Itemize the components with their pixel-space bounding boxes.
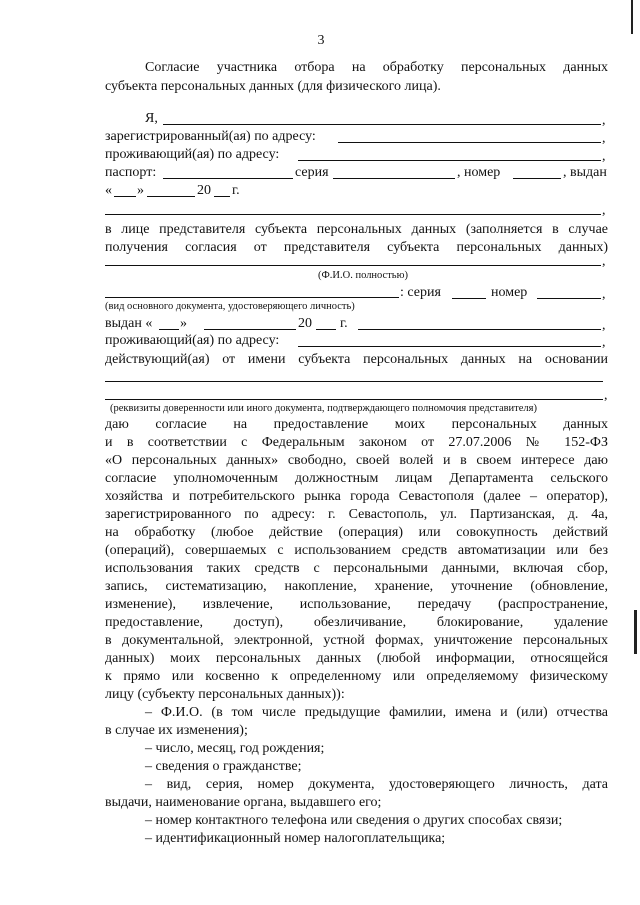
representative-line-2: получения согласия от представителя субъекта персональных данных)	[105, 240, 608, 255]
title-line-1: Согласие участника отбора на обработку персональных данных	[145, 60, 608, 75]
rep-year-suffix: г.	[340, 316, 348, 331]
acting-line: действующий(ая) от имени субъекта персональных данных на основании	[105, 352, 608, 367]
passport-label: паспорт:	[105, 165, 157, 180]
rep-issuer-field[interactable]	[358, 329, 601, 330]
rep-series-field[interactable]	[452, 298, 486, 299]
consent-line: изменение), извлечение, использование, передачу (распространение,	[105, 597, 608, 612]
list-item-document: – вид, серия, номер документа, удостоверяющего личность, дата	[145, 777, 608, 792]
rep-number-field[interactable]	[537, 298, 601, 299]
representative-name-field[interactable]	[105, 265, 601, 266]
consent-line: запись, систематизацию, накопление, хранение, уточнение (обновление,	[105, 579, 608, 594]
list-item-citizenship: – сведения о гражданстве;	[145, 759, 302, 774]
rep-date-close: »	[180, 316, 187, 331]
month-field[interactable]	[147, 196, 195, 197]
consent-line: к прямо или косвенно к определенному или определяемому физическому	[105, 669, 608, 684]
list-item-inn: – идентификационный номер налогоплательщика;	[145, 831, 446, 846]
title-line-2: субъекта персональных данных (для физического лица).	[105, 79, 441, 94]
consent-line: согласие уполномоченным должностным лицам Департамента сельского	[105, 471, 608, 486]
comma: ,	[602, 131, 606, 146]
consent-line: хозяйства и потребительского рынка города Севастополя (далее – оператор),	[105, 489, 608, 504]
series-label: серия	[295, 165, 329, 180]
proxy-caption: (реквизиты доверенности или иного документа, подтверждающего полномочия представителя)	[110, 403, 537, 414]
rep-year-prefix: 20	[298, 316, 312, 331]
living-address-field[interactable]	[298, 160, 601, 161]
comma: ,	[602, 149, 606, 164]
date-open: «	[105, 183, 112, 198]
i-label: Я,	[145, 111, 158, 126]
consent-line: использования таких средств с персональными данными, включая сбор,	[105, 561, 608, 576]
comma: ,	[604, 388, 608, 403]
consent-line: в документальной, электронной, устной формах, уничтожение персональных	[105, 633, 608, 648]
rep-living-label: проживающий(ая) по адресу:	[105, 333, 280, 348]
comma: ,	[602, 335, 606, 350]
full-name-field[interactable]	[163, 124, 601, 125]
registered-address-field[interactable]	[338, 142, 601, 143]
scan-edge-mark	[631, 0, 633, 34]
number-field[interactable]	[513, 178, 561, 179]
rep-issued-label: выдан «	[105, 316, 153, 331]
day-field[interactable]	[114, 196, 136, 197]
comma: ,	[602, 287, 606, 302]
consent-line: (операций), совершаемых с использованием средств автоматизации или без	[105, 543, 608, 558]
year-prefix: 20	[197, 183, 211, 198]
consent-line: и в соответствии с Федеральным законом от 27.07.2006 № 152-ФЗ	[105, 435, 608, 450]
rep-day-field[interactable]	[159, 329, 179, 330]
consent-line: лицу (субъекту персональных данных)):	[105, 687, 345, 702]
rep-year-field[interactable]	[316, 329, 336, 330]
consent-line: предоставление, доступ), обезличивание, блокирование, удаление	[105, 615, 608, 630]
list-item-fio-cont: в случае их изменения);	[105, 723, 248, 738]
representative-document-field[interactable]	[105, 297, 399, 298]
list-item-fio: – Ф.И.О. (в том числе предыдущие фамилии, имена и (или) отчества	[145, 705, 608, 720]
living-label: проживающий(ая) по адресу:	[105, 147, 280, 162]
list-item-phone: – номер контактного телефона или сведения о других способах связи;	[145, 813, 563, 828]
comma: ,	[602, 113, 606, 128]
consent-line: на обработку (любое действие (операция) или совокупность действий	[105, 525, 608, 540]
number-label: , номер	[457, 165, 501, 180]
passport-field[interactable]	[163, 178, 293, 179]
rep-living-field[interactable]	[298, 346, 601, 347]
consent-line: «О персональных данных» свободно, своей волей и в своем интересе даю	[105, 453, 608, 468]
list-item-birth: – число, месяц, год рождения;	[145, 741, 325, 756]
rep-series-label: : серия	[400, 285, 441, 300]
list-item-document-cont: выдачи, наименование органа, выдавшего его;	[105, 795, 382, 810]
consent-line: даю согласие на предоставление моих персональных данных	[105, 417, 608, 432]
rep-number-label: номер	[491, 285, 528, 300]
comma: ,	[602, 203, 606, 218]
comma: ,	[602, 254, 606, 269]
comma: ,	[602, 318, 606, 333]
consent-line: данных) моих персональных данных (любой информации, относящейся	[105, 651, 608, 666]
fio-caption: (Ф.И.О. полностью)	[318, 270, 408, 281]
issued-label: , выдан	[563, 165, 607, 180]
consent-line: зарегистрированного по адресу: г. Севастополь, ул. Партизанская, д. 4а,	[105, 507, 608, 522]
date-close: »	[137, 183, 144, 198]
page-number: 3	[317, 33, 325, 48]
proxy-field-1[interactable]	[105, 381, 603, 382]
rep-month-field[interactable]	[204, 329, 296, 330]
registered-label: зарегистрированный(ая) по адресу:	[105, 129, 316, 144]
issuer-field[interactable]	[105, 214, 601, 215]
proxy-field-2[interactable]	[105, 399, 603, 400]
representative-line-1: в лице представителя субъекта персональных данных (заполняется в случае	[105, 222, 608, 237]
scan-edge-mark	[634, 610, 637, 654]
doc-caption: (вид основного документа, удостоверяющего личность)	[105, 301, 355, 312]
series-field[interactable]	[333, 178, 455, 179]
year-field[interactable]	[214, 196, 230, 197]
year-suffix: г.	[232, 183, 240, 198]
